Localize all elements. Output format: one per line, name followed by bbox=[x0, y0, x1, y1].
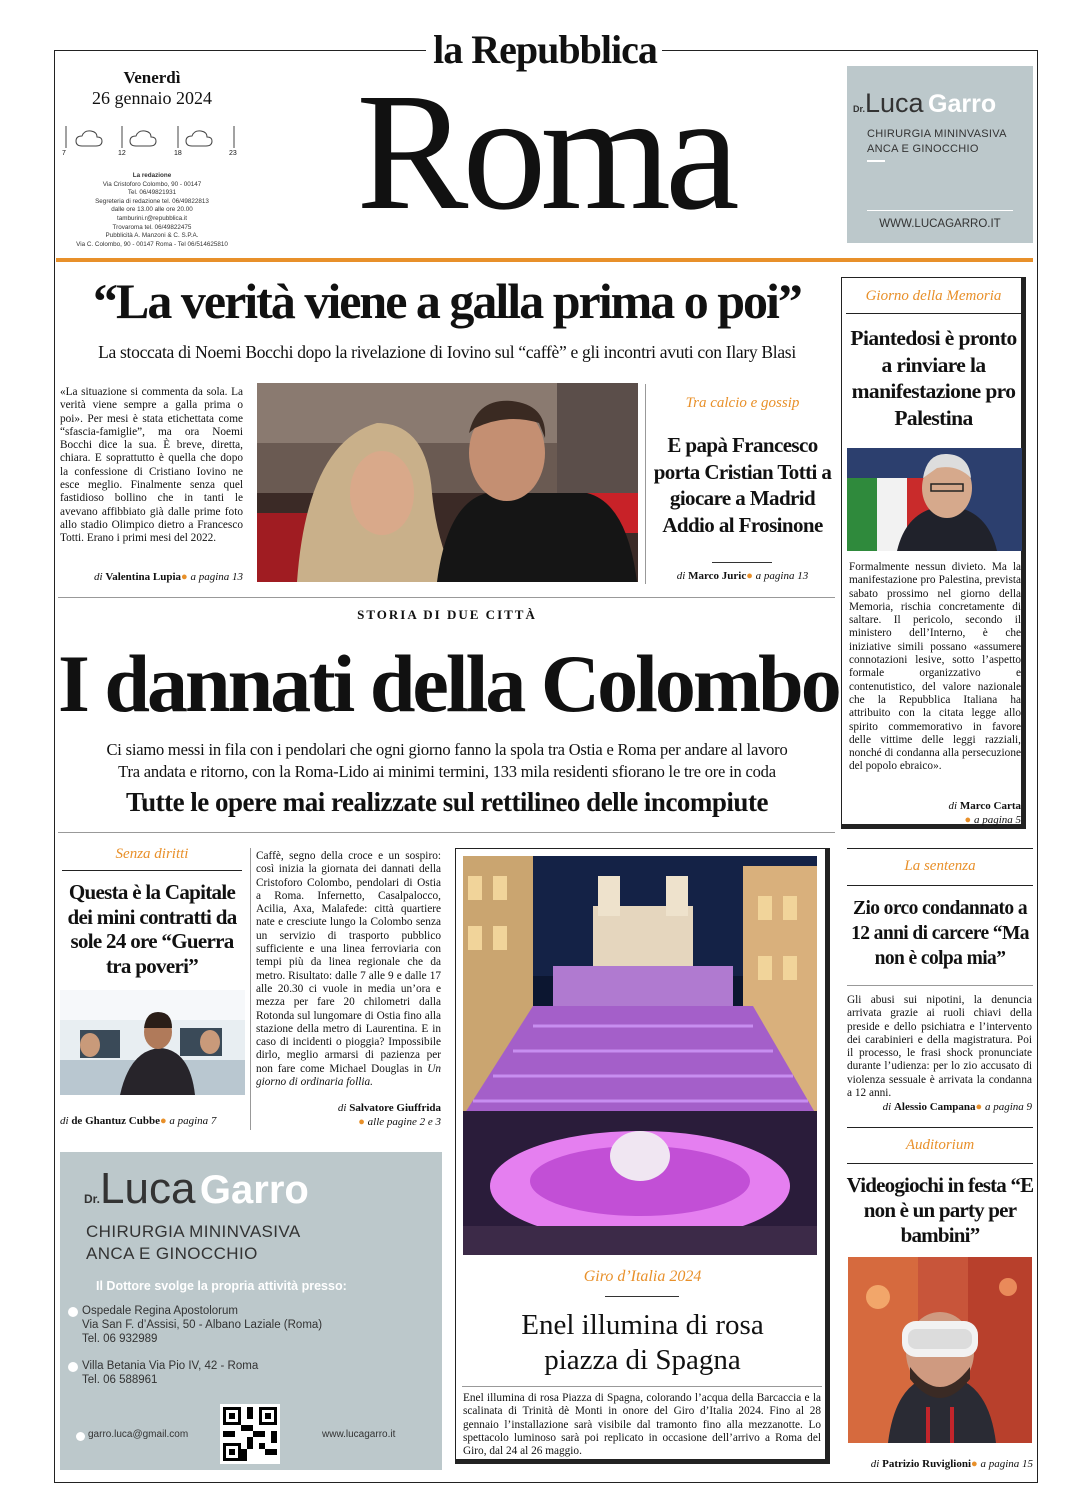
ad-intro: Il Dottore svolge la propria attività presso: bbox=[96, 1279, 347, 1293]
ad-first: Luca bbox=[865, 88, 924, 118]
ad-last: Garro bbox=[928, 90, 997, 118]
gossip-byline: di Marco Juric● a pagina 13 bbox=[676, 570, 809, 582]
colombo-body-text: Caffè, segno della croce e un sospiro: così inizia la giornata dei dannati della Cristoforo Colombo, pendolari di Ostia a Roma. Infernetto, Casalpalocco, Acilia, Axa, Malafede: città quartiere nate e cresciute lungo la Colombo senza un servizio di trasporto pubblico sufficiente e una linea ferroviaria con tempi più da linea regionale che da metro. Risultato: dalle 7 alle 9 e dalle 17 alle 20.30 ci vuole in media un’ora e mezza per fare 20 chilometri dalla Rotonda sul lungomare di Ostia fino alla stazione della metro di Laurentina. E in caso di incidenti o pioggia? Impossibile dirlo, meglio armarsi di pazienza per non fare come Michael Douglas in bbox=[256, 850, 441, 1075]
ad-top[interactable] bbox=[847, 66, 1033, 243]
edition-title: Roma bbox=[356, 59, 734, 245]
orange-rule bbox=[56, 258, 1033, 262]
redazione-line: Segreteria di redazione tel. 06/49822813 bbox=[95, 197, 209, 205]
colombo-sub2: Tra andata e ritorno, con la Roma-Lido ai minimi termini, 133 mila residenti sfiorano le tre ore in coda bbox=[118, 762, 776, 781]
ad-dr: Dr. bbox=[84, 1192, 101, 1206]
ad-last: Garro bbox=[199, 1168, 309, 1212]
redazione-line: tamburini.r@repubblica.it bbox=[116, 214, 188, 222]
byline-page: a pagina 15 bbox=[980, 1458, 1033, 1470]
hour-1: 12 bbox=[118, 150, 126, 157]
lead-subhead: La stoccata di Noemi Bocchi dopo la rivelazione di Iovino sul “caffè” e gli incontri avuti con Ilary Blasi bbox=[98, 342, 796, 362]
ad-loc2-name: Villa Betania Via Pio IV, 42 - Roma bbox=[82, 1360, 259, 1372]
memoria-photo bbox=[847, 448, 1022, 551]
memoria-body: Formalmente nessun divieto. Ma la manifestazione pro Palestina, prevista sabato prossimo nel giorno della Memoria, rischia concretamente di saltare. Il pericolo, secondo il ministero dell’Interno, è che iniziative simili possano «assumere connotazioni lesive, sotto l’aspetto formale organizzativo e contenutistico, del valore nazionale che la Repubblica Italiana ha attribuito con la citata legge allo spirito commemorativo in favore delle vittime delle leggi razziali, nonché di condanna alla persecuzione del popolo ebraico». bbox=[849, 561, 1021, 773]
byline-page: a pagina 13 bbox=[190, 571, 243, 583]
ad-bottom[interactable] bbox=[60, 1152, 442, 1470]
lead-body: «La situazione si commenta da sola. La verità viene sempre a galla prima o poi». Per mesi è stata etichettata come “sfascia-famiglie”, ma ora Noemi Bocchi dice la sua. È breve, diretta, chiara. E soprattutto è quella che dopo la confessione di Cristiano Iovino ne esce meglio. Finalmente senza quel fastidioso bollino che in tanti le avevano affibbiato già dalle prime foto allo stadio Olimpico dietro a Francesco Totti. Erano i primi mesi del 2022. bbox=[60, 386, 243, 545]
byline-author: Alessio Campana bbox=[893, 1101, 976, 1113]
ad-loc1-addr: Via San F. d’Assisi, 50 - Albano Laziale (Roma) bbox=[82, 1319, 323, 1331]
memoria-byline: di Marco Carta ● a pagina 5 bbox=[948, 800, 1021, 826]
ad-line2: ANCA E GINOCCHIO bbox=[86, 1244, 258, 1263]
redazione-line: Via Cristoforo Colombo, 90 - 00147 bbox=[102, 180, 202, 188]
colombo-body bbox=[256, 850, 441, 1089]
byline-page: a pagina 7 bbox=[169, 1115, 217, 1127]
diritti-byline: di de Ghantuz Cubbe● a pagina 7 bbox=[60, 1115, 217, 1127]
byline-di: di bbox=[870, 1458, 880, 1470]
auditorium-kicker: Auditorium bbox=[905, 1137, 975, 1153]
ad-url[interactable]: www.lucagarro.it bbox=[322, 1429, 396, 1440]
email-icon bbox=[76, 1432, 85, 1441]
byline-di: di bbox=[94, 571, 103, 583]
ad-line2: ANCA E GINOCCHIO bbox=[867, 143, 979, 155]
diritti-kicker: Senza diritti bbox=[115, 846, 189, 862]
sentenza-kicker: La sentenza bbox=[904, 858, 976, 874]
masthead-day: Venerdì bbox=[123, 68, 181, 87]
diritti-headline[interactable]: Questa è la Capitale dei mini contratti da sole 24 ore “Guerra tra poveri” bbox=[67, 880, 237, 978]
giro-kicker: Giro d’Italia 2024 bbox=[583, 1268, 702, 1285]
colombo-headline[interactable]: I dannati della Colombo bbox=[58, 638, 839, 729]
sentenza-headline[interactable]: Zio orco condannato a 12 anni di carcere “Ma non è colpa mia” bbox=[851, 898, 1029, 969]
redazione-line: dalle ore 13.00 alle ore 20.00 bbox=[111, 206, 193, 214]
byline-author: Marco Carta bbox=[959, 800, 1021, 812]
byline-di: di bbox=[337, 1102, 347, 1114]
colombo-byline: di Salvatore Giuffrida ● alle pagine 2 e 3 bbox=[337, 1102, 441, 1128]
ad-email[interactable]: garro.luca@gmail.com bbox=[88, 1429, 189, 1440]
paper-name: la Repubblica bbox=[433, 27, 657, 72]
byline-author: Patrizio Ruviglioni bbox=[882, 1458, 972, 1470]
redazione-line: Via C. Colombo, 90 - 00147 Roma - Tel 06/514625810 bbox=[76, 240, 228, 248]
ad-line1: CHIRURGIA MININVASIVA bbox=[86, 1222, 301, 1241]
ad-dr: Dr. bbox=[853, 104, 866, 114]
byline-author: Valentina Lupia bbox=[105, 571, 182, 583]
byline-page: a pagina 9 bbox=[984, 1101, 1032, 1113]
giro-body: Enel illumina di rosa Piazza di Spagna, colorando l’acqua della Barcaccia e la scalinata di Trinità dè Monti in onore del Giro d’Italia 2024. Fino al 28 gennaio l’installazione sarà visibile dal tramonto fino alla mezzanotte. Lo spettacolo luminoso sarà poi replicato in occasione dell’arrivo a Roma del Giro, dal 24 al 26 maggio. bbox=[463, 1392, 821, 1458]
colombo-section: STORIA DI DUE CITTÀ bbox=[357, 607, 537, 622]
byline-di: di bbox=[60, 1115, 69, 1127]
ad-first: Luca bbox=[100, 1164, 196, 1213]
gossip-kicker: Tra calcio e gossip bbox=[685, 395, 800, 411]
byline-page: a pagina 5 bbox=[973, 814, 1021, 826]
hour-3: 23 bbox=[229, 150, 237, 157]
byline-page: a pagina 13 bbox=[755, 570, 809, 582]
qr-code-icon[interactable] bbox=[220, 1404, 280, 1464]
location-pin-icon bbox=[68, 1307, 78, 1317]
byline-di: di bbox=[948, 800, 958, 812]
sentenza-body: Gli abusi sui nipotini, la denuncia arrivata grazie ai ruoli chiavi della preside e dello psichiatra e l’intervento dei carabinieri e della magistratura. Poi il processo, le frasi shock pronunciate durante l’udienza: per lo zio accusato di violenza sessuale è arrivata la condanna a 12 anni. bbox=[847, 994, 1032, 1100]
giro-photo bbox=[463, 856, 817, 1255]
sentenza-byline: di Alessio Campana● a pagina 9 bbox=[882, 1101, 1032, 1113]
giro-headline[interactable]: Enel illumina di rosa piazza di Spagna bbox=[521, 1309, 764, 1376]
byline-author: de Ghantuz Cubbe bbox=[71, 1115, 160, 1127]
memoria-kicker: Giorno della Memoria bbox=[865, 288, 1002, 304]
auditorium-headline[interactable]: Videogiochi in festa “E non è un party per bambini” bbox=[846, 1173, 1034, 1247]
redazione-line: Pubblicità A. Manzoni & C. S.P.A. bbox=[105, 232, 199, 240]
byline-page: alle pagine 2 e 3 bbox=[367, 1116, 441, 1128]
lead-headline[interactable]: “La verità viene a galla prima o poi” bbox=[93, 273, 801, 329]
auditorium-byline: di Patrizio Ruviglioni● a pagina 15 bbox=[870, 1458, 1033, 1470]
colombo-body-em: Un giorno di ordinaria follia. bbox=[256, 1062, 441, 1089]
byline-di: di bbox=[676, 570, 686, 582]
redazione-line: Trovaroma tel. 06/49822475 bbox=[112, 223, 192, 231]
weather-strip bbox=[62, 122, 242, 162]
masthead-date: 26 gennaio 2024 bbox=[92, 88, 212, 108]
ad-loc1-name: Ospedale Regina Apostolorum bbox=[82, 1305, 238, 1317]
redazione-title: La redazione bbox=[132, 172, 172, 179]
hour-2: 18 bbox=[174, 150, 182, 157]
gossip-headline[interactable]: E papà Francesco porta Cristian Totti a giocare a Madrid Addio al Frosinone bbox=[653, 433, 832, 537]
redazione-info bbox=[62, 172, 242, 249]
ad-line1: CHIRURGIA MININVASIVA bbox=[867, 128, 1007, 140]
byline-di: di bbox=[882, 1101, 892, 1113]
memoria-headline[interactable]: Piantedosi è pronto a rinviare la manifestazione pro Palestina bbox=[850, 326, 1017, 430]
auditorium-photo bbox=[848, 1257, 1032, 1443]
hour-0: 7 bbox=[62, 150, 66, 157]
byline-author: Salvatore Giuffrida bbox=[349, 1102, 441, 1114]
ad-loc2-tel: Tel. 06 588961 bbox=[82, 1374, 158, 1386]
weather-cloud-icon bbox=[62, 122, 242, 162]
lead-byline: di Valentina Lupia● a pagina 13 bbox=[94, 571, 243, 583]
redazione-line: Tel. 06/49821931 bbox=[127, 189, 177, 197]
diritti-photo bbox=[60, 990, 245, 1095]
byline-author: Marco Juric bbox=[688, 570, 747, 582]
ad-loc1-tel: Tel. 06 932989 bbox=[82, 1333, 158, 1345]
colombo-sub1: Ci siamo messi in fila con i pendolari che ogni giorno fanno la spola tra Ostia e Roma per andare al lavoro bbox=[106, 740, 788, 759]
colombo-sub3: Tutte le opere mai realizzate sul rettilineo delle incompiute bbox=[126, 787, 768, 817]
location-pin-icon bbox=[68, 1362, 78, 1372]
lead-photo bbox=[257, 383, 638, 582]
ad-url[interactable]: WWW.LUCAGARRO.IT bbox=[879, 218, 1001, 230]
